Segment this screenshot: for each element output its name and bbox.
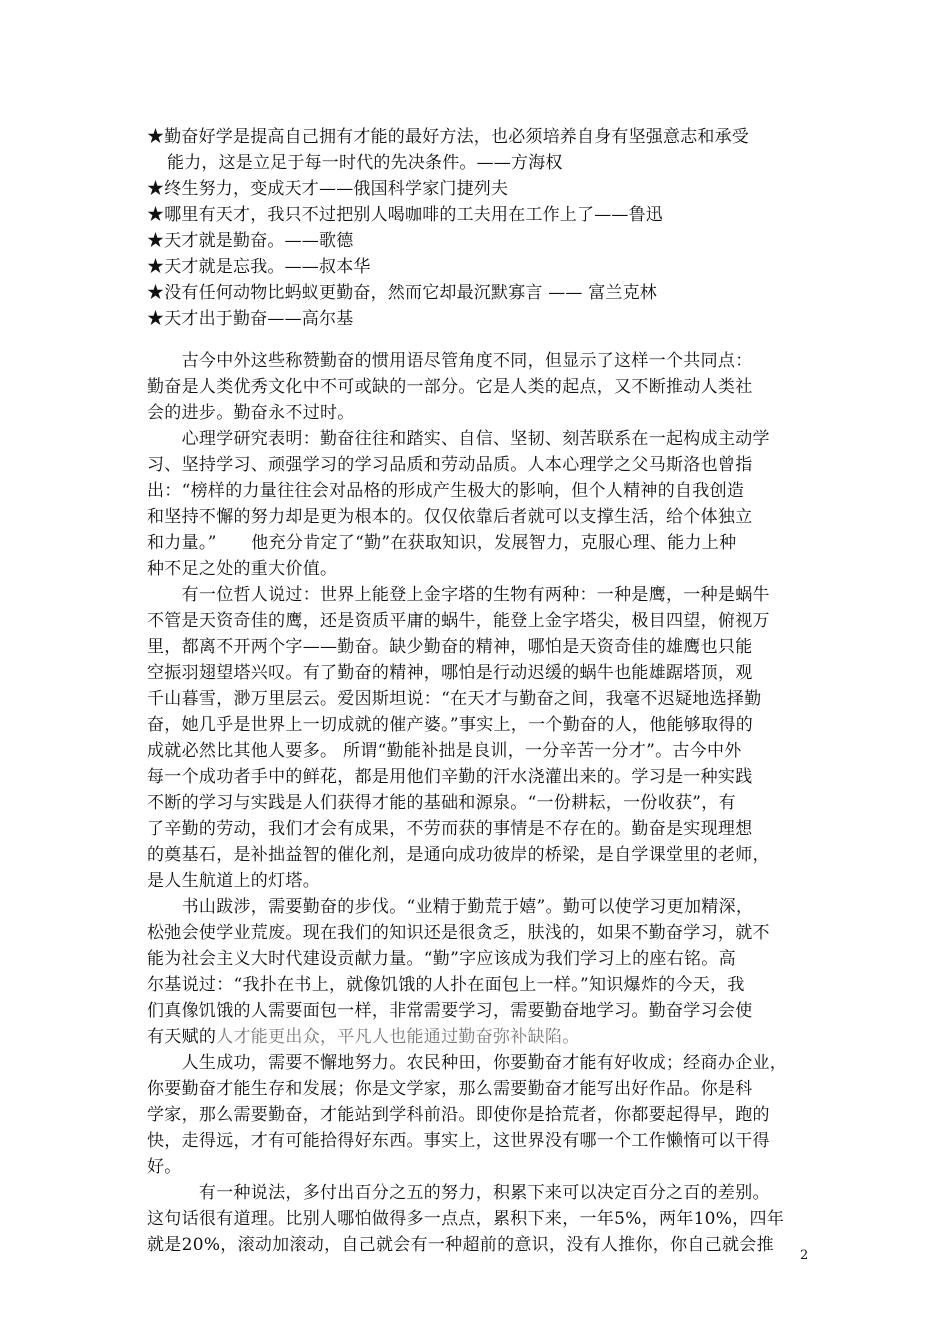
text-line: 就是20%，滚动加滚动，自己就会有一种超前的意识，没有人推你，你自己就会推 — [147, 1235, 774, 1255]
text-line: 能为社会主义大时代建设贡献力量。“勤”字应该成为我们学习上的座右铭。高 — [147, 949, 736, 969]
text-line: 快，走得远，才有可能拾得好东西。事实上，这世界没有哪一个工作懒惰可以干得 — [147, 1131, 770, 1151]
quote-list — [147, 124, 827, 332]
text-line: 千山暮雪，渺万里层云。爱因斯坦说：“在天才与勤奋之间，我毫不迟疑地选择勤 — [147, 689, 762, 709]
text-line: 这句话很有道理。比别人哪怕做得多一点点，累积下来，一年5%，两年10%，四年 — [147, 1209, 785, 1229]
quote-item: ★终生努力，变成天才——俄国科学家门捷列夫 — [147, 179, 509, 199]
gray-text-run: 人才能更出众，平凡人也能通过勤奋弥补缺陷。 — [216, 1027, 580, 1047]
text-line: 会的进步。勤奋永不过时。 — [147, 403, 355, 423]
text-run: 有天赋的 — [147, 1027, 217, 1047]
quote-item: ★天才就是勤奋。——歌德 — [147, 231, 354, 251]
paragraph — [147, 348, 823, 426]
text-line: 出：“榜样的力量往往会对品格的形成产生极大的影响，但个人精神的自我创造 — [147, 481, 745, 501]
essay-body — [147, 348, 823, 1258]
text-line: 和坚持不懈的努力却是更为根本的。仅仅依靠后者就可以支撑生活，给个体独立 — [147, 507, 753, 527]
paragraph — [147, 894, 823, 1050]
text-line: 和力量。” 他充分肯定了“勤”在获取知识，发展智力，克服心理、能力上种 — [147, 533, 737, 553]
text-line: 松弛会使学业荒废。现在我们的知识还是很贪乏，肤浅的，如果不勤奋学习，就不 — [147, 923, 770, 943]
text-line: 心理学研究表明：勤奋往往和踏实、自信、坚韧、刻苦联系在一起构成主动学 — [147, 429, 770, 449]
text-line: 有一位哲人说过：世界上能登上金字塔的生物有两种：一种是鹰，一种是蜗牛 — [147, 585, 770, 605]
quote-line-continued: 能力，这是立足于每一时代的先决条件。——方海权 — [167, 153, 563, 173]
text-line: 有一种说法，多付出百分之五的努力，积累下来可以决定百分之百的差别。 — [147, 1183, 770, 1203]
text-line: 不断的学习与实践是人们获得才能的基础和源泉。“一份耕耘，一份收获”，有 — [147, 793, 736, 813]
text-line: 不管是天资奇佳的鹰，还是资质平庸的蜗牛，能登上金字塔尖，极目四望，俯视万 — [147, 611, 770, 631]
text-line: 好。 — [147, 1157, 182, 1177]
text-line: 书山跋涉，需要勤奋的步伐。“业精于勤荒于嬉”。勤可以使学习更加精深， — [147, 897, 754, 917]
text-line: 了辛勤的劳动，我们才会有成果，不劳而获的事情是不存在的。勤奋是实现理想 — [147, 819, 753, 839]
quote-line: ★勤奋好学是提高自己拥有才能的最好方法，也必须培养自身有坚强意志和承受 — [147, 127, 749, 147]
text-line — [147, 1024, 823, 1050]
text-line: 习、坚持学习、顽强学习的学习品质和劳动品质。人本心理学之父马斯洛也曾指 — [147, 455, 753, 475]
paragraph — [147, 582, 823, 894]
text-line: 尔基说过：“我扑在书上，就像饥饿的人扑在面包上一样。”知识爆炸的今天，我 — [147, 975, 745, 995]
quote-item: ★天才就是忘我。——叔本华 — [147, 257, 371, 277]
text-line: 你要勤奋才能生存和发展；你是文学家，那么需要勤奋才能写出好作品。你是科 — [147, 1079, 753, 1099]
quote-item: ★天才出于勤奋——高尔基 — [147, 309, 354, 329]
quote-item: ★哪里有天才，我只不过把别人喝咖啡的工夫用在工作上了——鲁迅 — [147, 205, 663, 225]
text-line: 是人生航道上的灯塔。 — [147, 871, 320, 891]
paragraph — [147, 426, 823, 582]
text-line: 空振羽翅望塔兴叹。有了勤奋的精神，哪怕是行动迟缓的蜗牛也能雄踞塔顶，观 — [147, 663, 753, 683]
text-line: 的奠基石，是补拙益智的催化剂，是通向成功彼岸的桥梁，是自学课堂里的老师， — [147, 845, 770, 865]
text-line: 每一个成功者手中的鲜花，都是用他们辛勤的汗水浇灌出来的。学习是一种实践 — [147, 767, 753, 787]
text-line: 里，都离不开两个字——勤奋。缺少勤奋的精神，哪怕是天资奇佳的雄鹰也只能 — [147, 637, 753, 657]
quote-item: ★没有任何动物比蚂蚁更勤奋，然而它却最沉默寡言 —— 富兰克林 — [147, 283, 658, 303]
text-line: 们真像饥饿的人需要面包一样，非常需要学习，需要勤奋地学习。勤奋学习会使 — [147, 1001, 753, 1021]
paragraph — [147, 1180, 823, 1258]
paragraph — [147, 1050, 823, 1180]
text-line: 人生成功，需要不懈地努力。农民种田，你要勤奋才能有好收成；经商办企业， — [147, 1053, 788, 1073]
quote-item — [147, 124, 827, 176]
text-line: 勤奋是人类优秀文化中不可或缺的一部分。它是人类的起点，又不断推动人类社 — [147, 377, 753, 397]
text-line: 古今中外这些称赞勤奋的惯用语尽管角度不同，但显示了这样一个共同点： — [147, 351, 753, 371]
text-line: 奋，她几乎是世界上一切成就的催产婆。”事实上，一个勤奋的人，他能够取得的 — [147, 715, 753, 735]
text-line: 种不足之处的重大价值。 — [147, 559, 338, 579]
page-number: 2 — [800, 1248, 809, 1263]
text-line: 学家，那么需要勤奋，才能站到学科前沿。即使你是拾荒者，你都要起得早，跑的 — [147, 1105, 770, 1125]
text-line: 成就必然比其他人要多。 所谓“勤能补拙是良训，一分辛苦一分才”。古今中外 — [147, 741, 742, 761]
